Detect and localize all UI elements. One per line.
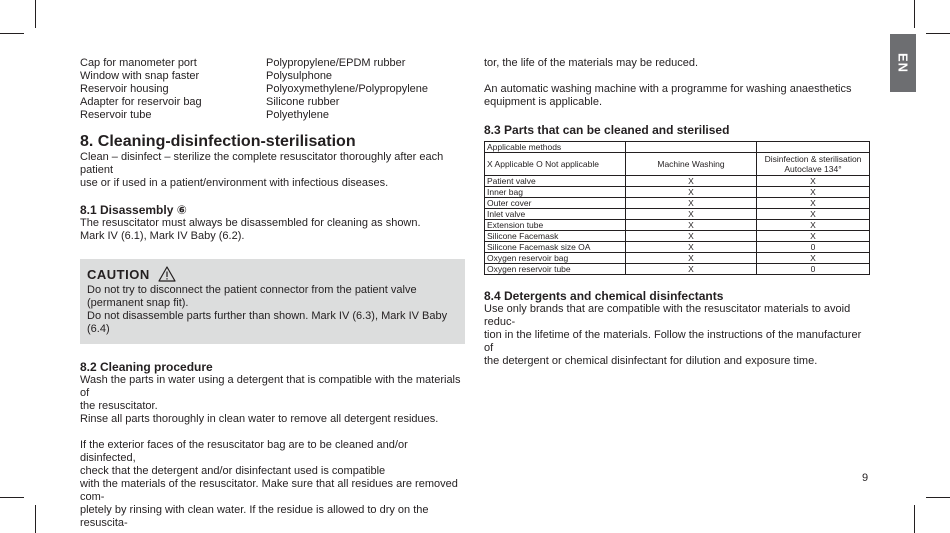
right-column — [484, 57, 870, 368]
caution-text: (permanent snap fit). — [87, 297, 189, 309]
caution-label: CAUTION — [87, 266, 150, 282]
part-cell: Silicone Facemask size OA — [485, 242, 626, 253]
section-8-4-text: Use only brands that are compatible with the resuscitator materials to avoid reduc- — [484, 303, 851, 328]
material-part: Window with snap faster — [80, 70, 200, 82]
caution-box — [80, 259, 465, 344]
materials-list — [80, 57, 465, 122]
crop-mark — [926, 497, 950, 498]
autoclave-cell: X — [757, 176, 870, 187]
autoclave-cell: X — [757, 253, 870, 264]
material-part: Reservoir housing — [80, 83, 169, 95]
wash-cell: X — [626, 264, 757, 275]
table-row — [485, 209, 870, 220]
section-8-2-text: Wash the parts in water using a detergent that is compatible with the materials of — [80, 374, 461, 399]
material-name: Polyoxymethylene/Polypropylene — [266, 83, 429, 95]
table-row — [485, 176, 870, 187]
table-row — [485, 220, 870, 231]
section-8-4-title: 8.4 Detergents and chemical disinfectants — [484, 289, 724, 303]
autoclave-cell: X — [757, 220, 870, 231]
washing-machine-text: equipment is applicable. — [484, 96, 603, 108]
table-header-row — [485, 153, 870, 176]
header-cell-line: Disinfection & sterilisation — [764, 154, 862, 164]
left-column — [80, 57, 465, 530]
table-row — [485, 264, 870, 275]
part-cell: Patient valve — [485, 176, 626, 187]
crop-mark — [926, 33, 950, 34]
continued-text: tor, the life of the materials may be reduced. — [484, 57, 699, 69]
material-part: Cap for manometer port — [80, 57, 197, 69]
wash-cell: X — [626, 209, 757, 220]
warning-triangle-icon — [158, 266, 176, 282]
wash-cell: X — [626, 198, 757, 209]
crop-mark — [914, 0, 915, 28]
autoclave-cell: X — [757, 231, 870, 242]
part-cell: Silicone Facemask — [485, 231, 626, 242]
legend-cell: X Applicable O Not applicable — [485, 153, 626, 176]
part-cell: Inner bag — [485, 187, 626, 198]
header-cell-autoclave — [757, 153, 870, 176]
crop-mark — [0, 497, 24, 498]
list-item — [80, 96, 465, 109]
section-8-title: 8. Cleaning-disinfection-sterilisation — [80, 133, 356, 150]
page-number: 9 — [862, 472, 869, 484]
methods-table — [484, 141, 870, 275]
material-name: Polyethylene — [266, 109, 329, 121]
crop-mark — [35, 0, 36, 28]
section-8-2-title: 8.2 Cleaning procedure — [80, 360, 213, 374]
wash-cell: X — [626, 242, 757, 253]
part-cell: Extension tube — [485, 220, 626, 231]
wash-cell: X — [626, 187, 757, 198]
washing-machine-text: An automatic washing machine with a programme for washing anaesthetics — [484, 83, 852, 95]
autoclave-cell: X — [757, 209, 870, 220]
section-8-2-text: If the exterior faces of the resuscitator bag are to be cleaned and/or disinfected, — [80, 439, 408, 464]
autoclave-cell: 0 — [757, 264, 870, 275]
section-8-2-text: pletely by rinsing with clean water. If the residue is allowed to dry on the resuscita- — [80, 504, 429, 529]
section-8-4-text: tion in the lifetime of the materials. Follow the instructions of the manufacturer of — [484, 329, 862, 354]
section-8-2-text: the resuscitator. — [80, 400, 158, 412]
autoclave-cell: 0 — [757, 242, 870, 253]
table-row — [485, 242, 870, 253]
table-row — [485, 187, 870, 198]
material-name: Polypropylene/EPDM rubber — [266, 57, 406, 69]
wash-cell: X — [626, 220, 757, 231]
table-row — [485, 231, 870, 242]
caution-text: Do not try to disconnect the patient connector from the patient valve — [87, 284, 417, 296]
section-8-1-title: 8.1 Disassembly ⑥ — [80, 203, 187, 217]
section-8-text: Clean – disinfect – sterilize the complete resuscitator thoroughly after each patient — [80, 151, 444, 176]
section-8-2-text: with the materials of the resuscitator. Make sure that all residues are removed com- — [80, 478, 458, 503]
caution-text: Do not disassemble parts further than shown. Mark IV (6.3), Mark IV Baby (6.4) — [87, 310, 448, 335]
crop-mark — [35, 505, 36, 533]
part-cell: Oxygen reservoir bag — [485, 253, 626, 264]
header-cell: Applicable methods — [485, 142, 626, 153]
header-cell — [626, 142, 757, 153]
part-cell: Outer cover — [485, 198, 626, 209]
section-8-4-text: the detergent or chemical disinfectant for dilution and exposure time. — [484, 355, 818, 367]
section-8-1-text: The resuscitator must always be disassembled for cleaning as shown. — [80, 217, 421, 229]
material-name: Silicone rubber — [266, 96, 340, 108]
crop-mark — [0, 33, 24, 34]
wash-cell: X — [626, 253, 757, 264]
section-8-1-text: Mark IV (6.1), Mark IV Baby (6.2). — [80, 230, 245, 242]
material-part: Adapter for reservoir bag — [80, 96, 202, 108]
language-tab — [890, 34, 916, 92]
section-8-2-text: check that the detergent and/or disinfectant used is compatible — [80, 465, 386, 477]
autoclave-cell: X — [757, 198, 870, 209]
part-cell: Inlet valve — [485, 209, 626, 220]
material-part: Reservoir tube — [80, 109, 152, 121]
autoclave-cell: X — [757, 187, 870, 198]
section-8-3-title: 8.3 Parts that can be cleaned and sterilised — [484, 123, 730, 137]
list-item — [80, 83, 465, 96]
table-header-row — [485, 142, 870, 153]
table-row — [485, 253, 870, 264]
wash-cell: X — [626, 176, 757, 187]
list-item — [80, 57, 465, 70]
list-item — [80, 109, 465, 122]
table-row — [485, 198, 870, 209]
header-cell-line: Autoclave 134° — [784, 164, 842, 174]
crop-mark — [914, 505, 915, 533]
part-cell: Oxygen reservoir tube — [485, 264, 626, 275]
wash-cell: X — [626, 231, 757, 242]
language-tab-label: EN — [895, 52, 911, 74]
material-name: Polysulphone — [266, 70, 333, 82]
caution-header — [87, 265, 457, 283]
list-item — [80, 70, 465, 83]
header-cell — [757, 142, 870, 153]
section-8-2-text: Rinse all parts thoroughly in clean water to remove all detergent residues. — [80, 413, 439, 425]
section-8-text: use or if used in a patient/environment with infectious diseases. — [80, 177, 389, 189]
header-cell-wash: Machine Washing — [626, 153, 757, 176]
